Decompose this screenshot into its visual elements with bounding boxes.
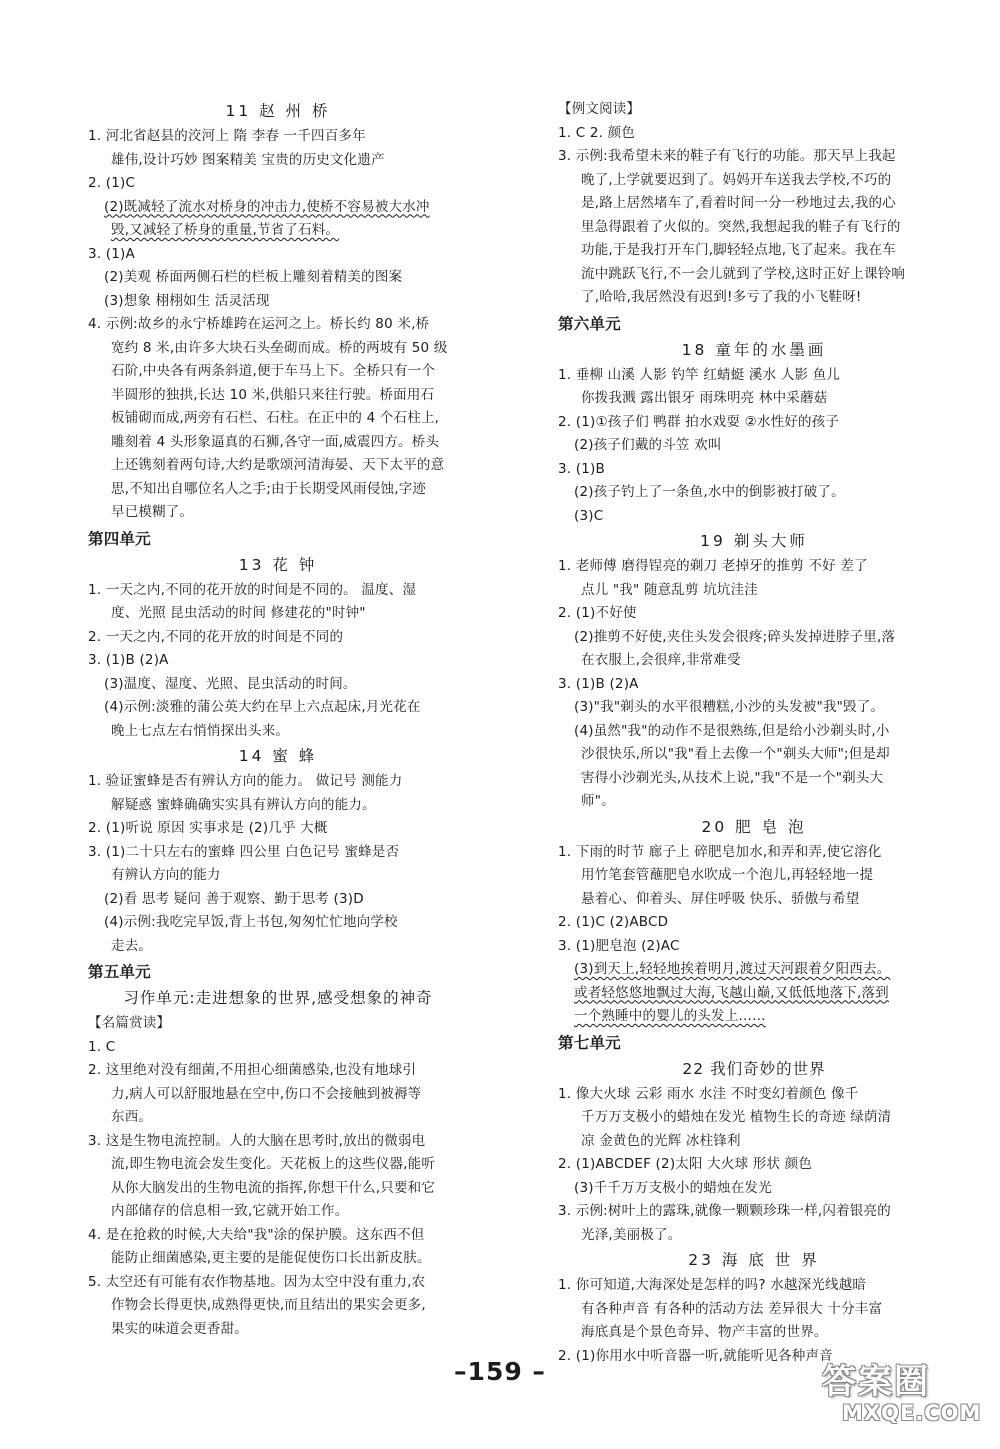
watermark-title: 答案圈 — [822, 1362, 930, 1402]
answer-item: 2. (1)你用水中听音器一听,就能听见各种声音 — [558, 1347, 833, 1364]
answer-item: 2. (1)不好使 — [558, 605, 637, 621]
answer-item: 3. (1)B — [558, 460, 605, 477]
left-column — [88, 98, 468, 1341]
answer-item: 3. 示例:树叶上的露珠,就像一颗颗珍珠一样,闪着银亮的 — [558, 1203, 891, 1219]
lesson-title: 习作单元:走进想象的世界,感受想象的神奇 — [123, 989, 433, 1007]
answer-line: 解疑惑 蜜蜂确确实实具有辨认方向的能力。 — [111, 796, 376, 813]
answer-item: 2. (1)ABCDEF (2)太阳 大火球 形状 颜色 — [558, 1156, 813, 1172]
answer-line: 从你大脑发出的生物电流的指挥,你想干什么,只要和它 — [111, 1179, 436, 1196]
answer-line: 有各种声音 有各种的活动方法 差异很大 十分丰富 — [581, 1300, 883, 1317]
answer-line: 点儿 "我" 随意乱剪 坑坑洼洼 — [581, 581, 758, 598]
answer-line: 宽约 8 米,由许多大块石头垒砌而成。桥的两坡有 50 级 — [111, 339, 448, 356]
answer-line: 早已模糊了。 — [111, 504, 194, 520]
answer-line: 在衣服上,会很痒,非常难受 — [581, 652, 741, 668]
answer-line: (2)孩子们戴的斗笠 欢叫 — [574, 437, 722, 453]
answer-line: 走去。 — [111, 937, 153, 954]
answer-line: (2)看 思考 疑问 善于观察、勤于思考 (3)D — [104, 890, 364, 907]
answer-line — [558, 1005, 950, 1029]
answer-line: (3)"我"剃头的水平很糟糕,小沙的头发被"我"毁了。 — [574, 699, 885, 715]
page-number: –159 – — [454, 1357, 546, 1386]
answer-line: (4)示例:淡雅的蒲公英大约在早上六点起床,月光花在 — [104, 699, 421, 715]
answer-line: 害得小沙剃光头,从技术上说,"我"不是一个"剃头大 — [581, 769, 884, 786]
answer-item: 2. (1)①孩子们 鸭群 拍水戏耍 ②水性好的孩子 — [558, 413, 840, 430]
answer-item: 3. (1)二十只左右的蜜蜂 四公里 白色记号 蜜蜂是否 — [88, 843, 400, 860]
watermark-logo — [822, 1362, 982, 1432]
answer-line: 凉 金黄色的光辉 冰柱锋利 — [581, 1132, 741, 1149]
answer-item: 3. 这是生物电流控制。人的大脑在思考时,放出的微弱电 — [88, 1132, 426, 1149]
answer-item: 【例文阅读】 — [558, 101, 641, 117]
answer-line: 度、光照 昆虫活动的时间 修建花的"时钟" — [111, 605, 366, 621]
answer-line: 有辨认方向的能力 — [111, 867, 221, 883]
answer-line: 东西。 — [111, 1109, 153, 1125]
lesson-title: 13 花 钟 — [238, 555, 318, 574]
answer-line: 半圆形的独拱,长达 10 米,供船只来往行驶。桥面用石 — [111, 386, 435, 403]
answer-line: (2)美观 桥面两侧石栏的栏板上雕刻着精美的图案 — [104, 269, 403, 285]
lesson-title: 22 我们奇妙的世界 — [682, 1059, 826, 1078]
answer-line: 海底真是个景色奇异、物产丰富的世界。 — [581, 1324, 828, 1340]
answer-item: 2. (1)C (2)ABCD — [558, 914, 669, 930]
answer-line: 你拨我溅 露出银牙 雨珠明亮 林中采蘑菇 — [581, 390, 828, 406]
answer-item: 【名篇赏读】 — [88, 1015, 171, 1031]
answer-line: 流,即生物电流会发生变化。天花板上的这些仪器,能听 — [111, 1156, 436, 1172]
answer-item: 1. 你可知道,大海深处是怎样的吗? 水越深光线越暗 — [558, 1277, 867, 1293]
answer-line: 沙很快乐,所以"我"看上去像一个"剃头大师";但是却 — [581, 746, 890, 762]
answer-item: 4. 是在抢救的时候,大夫给"我"涂的保护膜。这东西不但 — [88, 1226, 425, 1243]
answer-line: 石阶,中央各有两条斜道,便于车马上下。全桥只有一个 — [111, 363, 436, 379]
answer-item: 1. 像大火球 云彩 雨水 水洼 不时变幻着颜色 像千 — [558, 1085, 859, 1102]
answer-line: 光泽,美丽极了。 — [581, 1226, 682, 1243]
answer-line: (2)推剪不好使,夹住头发会很疼;碎头发掉进脖子里,落 — [574, 628, 896, 645]
lesson-title: 14 蜜 蜂 — [238, 747, 318, 765]
answer-line: 作物会长得更快,成熟得更快,而且结出的果实会更多, — [111, 1297, 426, 1313]
answer-item: 1. 验证蜜蜂是否有辨认方向的能力。 做记号 测能力 — [88, 773, 403, 789]
answer-item: 2. 这里绝对没有细菌,不用担心细菌感染,也没有地球引 — [88, 1062, 417, 1078]
answer-line: 是,路上居然堵车了,看着时间一分一秒地过去,我的心 — [581, 195, 896, 211]
right-column — [558, 98, 950, 1368]
answer-line: 力,病人可以舒服地悬在空中,伤口不会接触到被褥等 — [111, 1085, 422, 1102]
lesson-title: 18 童年的水墨画 — [681, 340, 827, 359]
answer-line: 悬着心、仰着头、屏住呼吸 快乐、骄傲与希望 — [581, 890, 860, 907]
answer-line: (4)示例:我吃完早饭,背上书包,匆匆忙忙地向学校 — [104, 914, 398, 930]
unit-heading: 第七单元 — [558, 1032, 621, 1052]
answer-item: 3. (1)B (2)A — [88, 652, 169, 668]
answer-line: 上还镌刻着两句诗,大约是歌颂河清海晏、天下太平的意 — [111, 457, 445, 473]
answer-item: 1. 下雨的时节 廊子上 碎肥皂加水,和弄和弄,使它溶化 — [558, 843, 882, 860]
answer-item: 3. (1)B (2)A — [558, 675, 639, 692]
answer-item: 2. (1)听说 原因 实事求是 (2)几乎 大概 — [88, 820, 328, 836]
answer-line: (3)想象 栩栩如生 活灵活现 — [104, 292, 270, 309]
unit-heading: 第五单元 — [88, 962, 151, 981]
watermark-site: MXQE.COM — [842, 1401, 982, 1425]
answer-line: (3)温度、湿度、光照、昆虫活动的时间。 — [104, 675, 357, 692]
lesson-title: 20 肥 皂 泡 — [701, 817, 807, 836]
answer-line — [88, 219, 468, 243]
answer-line: 晚上七点左右悄悄探出头来。 — [111, 722, 290, 739]
answer-item: 5. 太空还有可能有农作物基地。因为太空中没有重力,农 — [88, 1273, 426, 1290]
answer-line: 果实的味道会更香甜。 — [111, 1320, 248, 1337]
answer-line: 能防止细菌感染,更主要的是能促使伤口长出新皮肤。 — [111, 1250, 431, 1266]
answer-item: 1. 垂柳 山溪 人影 钓竿 红蜻蜓 溪水 人影 鱼儿 — [558, 366, 841, 383]
underlined-answer: 或者轻悠悠地飘过大海,飞越山巅,又低低地落下,落到 — [574, 984, 889, 1001]
answer-line: (4)虽然"我"的动作不是很熟练,但是给小沙剃头时,小 — [574, 722, 890, 739]
answer-item: 1. 河北省赵县的洨河上 隋 李春 一千四百多年 — [88, 128, 366, 144]
underlined-answer: 毁,又减轻了桥身的重量,节省了石料。 — [111, 222, 340, 238]
answer-line — [88, 196, 468, 220]
answer-line: 里急得跟着了火似的。突然,我想起我的鞋子有飞行的 — [581, 218, 901, 235]
lesson-title: 11 赵 州 桥 — [225, 102, 331, 120]
answer-item: 3. (1)肥皂泡 (2)AC — [558, 937, 680, 954]
answer-item: 1. 老师傅 磨得锃亮的剃刀 老掉牙的推剪 不好 差了 — [558, 558, 868, 574]
underlined-answer: (2)既减轻了流水对桥身的冲击力,使桥不容易被大水冲 — [104, 198, 430, 215]
unit-heading: 第六单元 — [558, 313, 621, 333]
answer-line — [558, 958, 950, 982]
answer-line: 晚了,上学就要迟到了。妈妈开车送我去学校,不巧的 — [581, 171, 892, 188]
unit-heading: 第四单元 — [88, 528, 151, 548]
answer-line: (2)孩子钓上了一条鱼,水中的倒影被打破了。 — [574, 484, 845, 500]
answer-line: 雕刻着 4 头形象逼真的石狮,各守一面,威震四方。桥头 — [111, 433, 440, 450]
lesson-title: 23 海 底 世 界 — [688, 1251, 820, 1269]
answer-item: 1. 一天之内,不同的花开放的时间是不同的。 温度、湿 — [88, 581, 417, 598]
underlined-answer: 一个熟睡中的婴儿的头发上…… — [574, 1008, 766, 1024]
answer-line: 流中跳跃飞行,不一会儿就到了学校,这时正好上课铃响 — [581, 265, 906, 282]
answer-line: 用竹笔套管蘸肥皂水吹成一个泡儿,再轻轻地一提 — [581, 867, 874, 883]
answer-item: 2. (1)C — [88, 175, 136, 191]
answer-line: 千万万支极小的蜡烛在发光 植物生长的奇迹 绿荫清 — [581, 1109, 892, 1125]
lesson-title: 19 剃头大师 — [700, 532, 808, 550]
answer-line — [558, 982, 950, 1006]
answer-line: 思,不知出自哪位名人之手;由于长期受风雨侵蚀,字迹 — [111, 480, 427, 497]
answer-item: 4. 示例:故乡的永宁桥雄跨在运河之上。桥长约 80 米,桥 — [88, 316, 430, 332]
answer-line: 板铺砌而成,两旁有石栏、石柱。在正中的 4 个石柱上, — [111, 410, 440, 426]
answer-line: 内部储存的信息相一致,它就开始工作。 — [111, 1203, 349, 1219]
answer-item: 3. 示例:我希望未来的鞋子有飞行的功能。那天早上我起 — [558, 148, 896, 164]
answer-item: 3. (1)A — [88, 245, 135, 262]
answer-line: 师"。 — [581, 793, 615, 809]
answer-line: (3)C — [574, 507, 604, 524]
answer-item: 1. C — [88, 1038, 116, 1055]
answer-item: 2. 一天之内,不同的花开放的时间是不同的 — [88, 628, 344, 645]
answer-line: 功能,于是我打开车门,脚轻轻点地,飞了起来。我在车 — [581, 242, 896, 258]
underlined-answer: (3)到天上,轻轻地挨着明月,渡过天河跟着夕阳西去。 — [574, 961, 891, 977]
answer-line: 了,哈哈,我居然没有迟到!多亏了我的小飞鞋呀! — [581, 289, 862, 305]
answer-line: 雄伟,设计巧妙 图案精美 宝贵的历史文化遗产 — [111, 151, 385, 168]
answer-line: (3)千千万万支极小的蜡烛在发光 — [574, 1179, 772, 1196]
answer-item: 1. C 2. 颜色 — [558, 124, 636, 141]
